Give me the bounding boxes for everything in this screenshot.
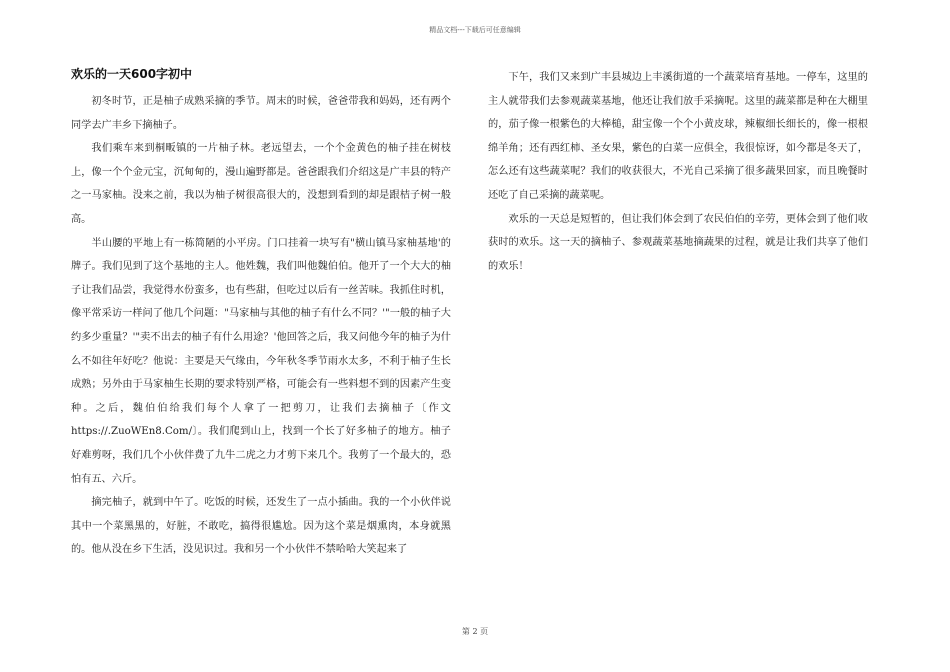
paragraph: 半山腰的平地上有一栋简陋的小平房。门口挂着一块写有"横山镇马家柚基地'的牌子。我们见到了这个基地的主人。他姓魏，我们叫他魏伯伯。他开了一个大大的柚子让我们品尝，我觉得水份蛮多，也有些甜，但吃过以后有一丝苦味。我抓住时机，像平常采访一样问了他几个问题："马家柚与其他的柚子有什么不同？'"一般的柚子大约多少重量？'"卖不出去的柚子有什么用途？'他回答之后，我又问他今年的柚子为什么不如往年好吃？他说：主要是天气缘由，今年秋冬季节雨水太多，不利于柚子生长成熟；另外由于马家柚生长期的要求特别严格，可能会有一些料想不到的因素产生变种。之后，魏伯伯给我们每个人拿了一把剪刀，让我们去摘柚子〔作文https://.ZuoWEn8.Com/〕。我们爬到山上，找到一个长了好多柚子的地方。柚子好难剪呀，我们几个小伙伴费了九牛二虎之力才剪下来几个。我剪了一个最大的，恐怕有五、六斤。 — [71, 237, 451, 485]
right-column — [488, 66, 868, 278]
paragraph: 欢乐的一天总是短暂的，但让我们体会到了农民伯伯的辛劳，更体会到了他们收获时的欢乐。这一天的摘柚子、参观蔬菜基地摘蔬果的过程，就是让我们共享了他们的欢乐！ — [488, 213, 868, 272]
paragraph: 摘完柚子，就到中午了。吃饭的时候，还发生了一点小插曲。我的一个小伙伴说其中一个菜黑黑的，好脏，不敢吃，搞得很尴尬。因为这个菜是烟熏肉，本身就黑的。他从没在乡下生活，没见识过。我和另一个小伙伴不禁哈哈大笑起来了 — [71, 497, 451, 556]
paragraph: 初冬时节，正是柚子成熟采摘的季节。周末的时候，爸爸带我和妈妈，还有两个同学去广丰乡下摘柚子。 — [71, 96, 451, 131]
page-number: 第 2 页 — [461, 627, 489, 636]
left-column — [71, 66, 451, 562]
paragraph: 我们乘车来到桐畈镇的一片柚子林。老远望去，一个个金黄色的柚子挂在树枝上，像一个个金元宝，沉甸甸的，漫山遍野都是。爸爸跟我们介绍这是广丰县的特产之一马家柚。没来之前，我以为柚子树很高很大的，没想到看到的却是跟桔子树一般高。 — [71, 143, 451, 225]
paragraph: 下午，我们又来到广丰县城边上丰溪街道的一个蔬菜培育基地。一停车，这里的主人就带我们去参观蔬菜基地，他还让我们放手采摘呢。这里的蔬菜都是种在大棚里的，茄子像一根紫色的大棒槌，甜宝像一个个小黄皮球，辣椒细长细长的，像一根根绵羊角；还有西红柿、圣女果，紫色的白菜一应俱全，我很惊讶，如今都是冬天了，怎么还有这些蔬菜呢？我们的收获很大，不光自己采摘了很多蔬果回家，而且晚餐时还吃了自己采摘的蔬菜呢。 — [488, 72, 868, 201]
page-header: 精品文档---下载后可任意编辑 — [429, 26, 521, 34]
article-title: 欢乐的一天600字初中 — [71, 67, 193, 81]
